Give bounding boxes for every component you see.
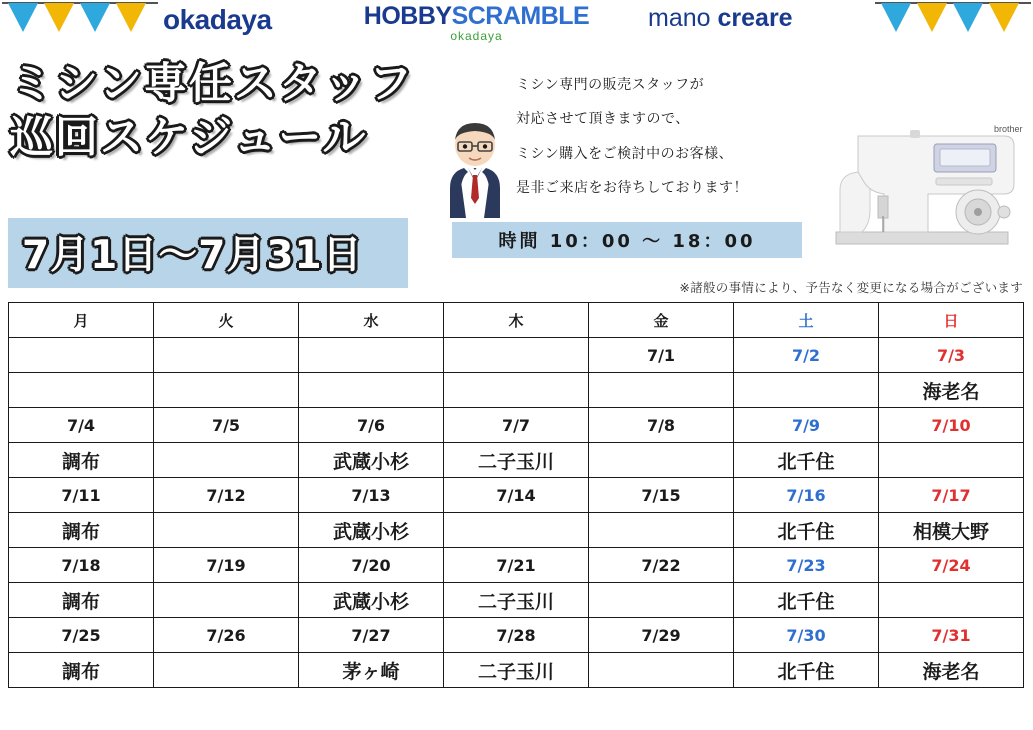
store-cell: 調布 — [9, 513, 154, 548]
date-range-banner — [8, 218, 408, 288]
column-header-sunday: 日 — [879, 303, 1024, 338]
date-cell: 7/5 — [154, 408, 299, 443]
table-row — [9, 373, 1024, 408]
column-header-friday: 金 — [589, 303, 734, 338]
description-line-2: 対応させて頂きますので、 — [516, 111, 690, 128]
date-cell: 7/28 — [444, 618, 589, 653]
date-cell: 7/21 — [444, 548, 589, 583]
table-row — [9, 408, 1024, 443]
store-cell: 二子玉川 — [444, 653, 589, 688]
page-title — [10, 58, 480, 166]
date-cell: 7/26 — [154, 618, 299, 653]
store-cell: 調布 — [9, 443, 154, 478]
date-cell: 7/12 — [154, 478, 299, 513]
mano-creare-logo-part1: mano — [648, 4, 711, 32]
description-line-1: ミシン専門の販売スタッフが — [516, 77, 705, 93]
store-cell — [734, 373, 879, 408]
date-cell: 7/29 — [589, 618, 734, 653]
svg-text:brother: brother — [994, 124, 1023, 134]
store-cell: 二子玉川 — [444, 443, 589, 478]
mano-creare-logo — [648, 4, 793, 33]
date-cell: 7/25 — [9, 618, 154, 653]
store-cell: 海老名 — [879, 653, 1024, 688]
store-cell — [9, 373, 154, 408]
store-cell: 海老名 — [879, 373, 1024, 408]
date-cell: 7/20 — [299, 548, 444, 583]
date-cell: 7/3 — [879, 338, 1024, 373]
store-cell — [154, 653, 299, 688]
store-cell: 二子玉川 — [444, 583, 589, 618]
store-cell: 調布 — [9, 583, 154, 618]
date-cell: 7/9 — [734, 408, 879, 443]
column-header-monday: 月 — [9, 303, 154, 338]
date-cell: 7/17 — [879, 478, 1024, 513]
date-cell: 7/19 — [154, 548, 299, 583]
date-cell — [154, 338, 299, 373]
date-cell: 7/6 — [299, 408, 444, 443]
date-cell: 7/23 — [734, 548, 879, 583]
date-cell: 7/22 — [589, 548, 734, 583]
date-cell: 7/18 — [9, 548, 154, 583]
column-header-saturday: 土 — [734, 303, 879, 338]
table-row — [9, 548, 1024, 583]
store-cell — [589, 443, 734, 478]
date-cell: 7/15 — [589, 478, 734, 513]
date-cell: 7/13 — [299, 478, 444, 513]
date-cell: 7/14 — [444, 478, 589, 513]
hobby-scramble-logo-part1: HOBBY — [363, 2, 452, 30]
date-cell: 7/24 — [879, 548, 1024, 583]
store-cell — [589, 513, 734, 548]
date-range-text: 7月1日〜7月31日 — [22, 233, 363, 278]
store-cell — [444, 513, 589, 548]
column-header-thursday: 木 — [444, 303, 589, 338]
description-line-3: ミシン購入をご検討中のお客様、 — [516, 145, 734, 162]
business-hours-text: 時間 10：00 ～ 18：00 — [498, 231, 756, 252]
page-header — [0, 0, 1033, 46]
store-cell — [154, 443, 299, 478]
date-cell — [299, 338, 444, 373]
store-cell: 北千住 — [734, 513, 879, 548]
table-row — [9, 653, 1024, 688]
store-cell: 北千住 — [734, 653, 879, 688]
date-cell: 7/4 — [9, 408, 154, 443]
disclaimer-note: ※諸般の事情により、予告なく変更になる場合がございます — [679, 280, 1023, 295]
hobby-scramble-logo — [344, 2, 609, 43]
hobby-scramble-logo-sub: okadaya — [450, 29, 503, 43]
store-cell — [154, 373, 299, 408]
description-line-4: 是非ご来店をお待ちしております！ — [516, 179, 748, 196]
column-header-wednesday: 水 — [299, 303, 444, 338]
date-cell: 7/2 — [734, 338, 879, 373]
bunting-right-decoration — [873, 0, 1033, 34]
date-cell: 7/1 — [589, 338, 734, 373]
date-cell — [444, 338, 589, 373]
date-cell: 7/7 — [444, 408, 589, 443]
table-row — [9, 513, 1024, 548]
date-cell: 7/10 — [879, 408, 1024, 443]
date-cell — [9, 338, 154, 373]
store-cell — [589, 653, 734, 688]
store-cell — [589, 373, 734, 408]
store-cell: 北千住 — [734, 443, 879, 478]
table-row — [9, 338, 1024, 373]
store-cell: 相模大野 — [879, 513, 1024, 548]
okadaya-logo: okadaya — [163, 4, 272, 35]
date-cell: 7/30 — [734, 618, 879, 653]
table-header-row — [9, 303, 1024, 338]
page-title-line1: ミシン専任スタッフ — [10, 59, 414, 109]
description-text — [516, 68, 748, 205]
store-cell: 茅ヶ崎 — [299, 653, 444, 688]
table-row — [9, 443, 1024, 478]
store-cell — [589, 583, 734, 618]
date-cell: 7/16 — [734, 478, 879, 513]
bunting-left-decoration — [0, 0, 160, 34]
store-cell: 武蔵小杉 — [299, 443, 444, 478]
store-cell: 武蔵小杉 — [299, 513, 444, 548]
store-cell: 武蔵小杉 — [299, 583, 444, 618]
store-cell — [879, 583, 1024, 618]
staff-person-illustration — [440, 118, 510, 218]
date-cell: 7/11 — [9, 478, 154, 513]
hobby-scramble-logo-part2: SCRAMBLE — [451, 2, 590, 30]
table-row — [9, 583, 1024, 618]
date-cell: 7/31 — [879, 618, 1024, 653]
store-cell: 調布 — [9, 653, 154, 688]
table-row — [9, 618, 1024, 653]
schedule-table — [8, 302, 1024, 688]
date-cell: 7/8 — [589, 408, 734, 443]
store-cell — [154, 583, 299, 618]
store-cell: 北千住 — [734, 583, 879, 618]
store-cell — [154, 513, 299, 548]
mano-creare-logo-part2: creare — [717, 4, 793, 32]
column-header-tuesday: 火 — [154, 303, 299, 338]
table-row — [9, 478, 1024, 513]
store-cell — [299, 373, 444, 408]
store-cell — [444, 373, 589, 408]
store-cell — [879, 443, 1024, 478]
date-cell: 7/27 — [299, 618, 444, 653]
sewing-machine-photo — [818, 112, 1023, 272]
business-hours-banner — [452, 222, 802, 258]
page-title-line2: 巡回スケジュール — [10, 112, 368, 163]
